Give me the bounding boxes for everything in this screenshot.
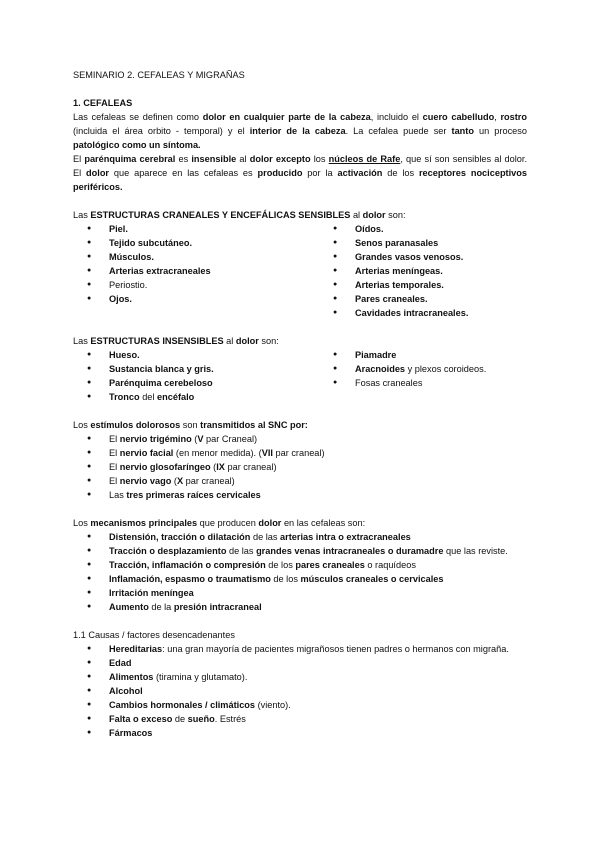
sensitive-structures-lists — [73, 222, 527, 320]
list-item: ● Tracción o desplazamiento de las grandes venas intracraneales o duramadre que las reviste. — [73, 544, 527, 558]
list-item: ● Senos paranasales — [319, 236, 519, 250]
list-item: ● Oídos. — [319, 222, 519, 236]
list-item: ● Distensión, tracción o dilatación de las arterias intra o extracraneales — [73, 530, 527, 544]
list-item: ● Cambios hormonales / climáticos (viento). — [73, 698, 527, 712]
list-item: ● Periostio. — [73, 278, 319, 292]
causes-heading: 1.1 Causas / factores desencadenantes — [73, 630, 235, 640]
sensitive-list-left — [73, 222, 319, 320]
list-item: ● Parénquima cerebeloso — [73, 376, 319, 390]
sensitive-structures-intro: Las ESTRUCTURAS CRANEALES Y ENCEFÁLICAS SENSIBLES al dolor son: — [73, 210, 406, 220]
nerve-list — [73, 432, 527, 502]
list-item: ● El nervio glosofaríngeo (IX par craneal) — [73, 460, 527, 474]
paragraph-parenchyma: El parénquima cerebral es insensible al dolor excepto los núcleos de Rafe, que sí son sensibles al dolor. El dolor que aparece en las cefaleas es producido por la activación de los receptores nociceptivos periféricos. — [73, 154, 527, 192]
list-item: ● El nervio vago (X par craneal) — [73, 474, 527, 488]
insensitive-list-right — [319, 348, 519, 404]
list-item: ● Piel. — [73, 222, 319, 236]
list-item: ● Falta o exceso de sueño. Estrés — [73, 712, 527, 726]
list-item: ● El nervio trigémino (V par Craneal) — [73, 432, 527, 446]
mechanism-list — [73, 530, 527, 614]
list-item: ● Fosas craneales — [319, 376, 519, 390]
insensitive-structures-lists — [73, 348, 527, 404]
paragraph-definition: Las cefaleas se definen como dolor en cualquier parte de la cabeza, incluido el cuero cabelludo, rostro (incluida el área orbito - temporal) y el interior de la cabeza. La cefalea puede ser tanto un proceso patológico como un síntoma. — [73, 112, 527, 150]
list-item: ● Tejido subcutáneo. — [73, 236, 319, 250]
list-item: ● Grandes vasos venosos. — [319, 250, 519, 264]
document-title: SEMINARIO 2. CEFALEAS Y MIGRAÑAS — [73, 70, 245, 80]
list-item: ● Tracción, inflamación o compresión de los pares craneales o raquídeos — [73, 558, 527, 572]
stimuli-intro: Los estímulos dolorosos son transmitidos al SNC por: — [73, 420, 308, 430]
list-item: ● Alimentos (tiramina y glutamato). — [73, 670, 527, 684]
causes-list — [73, 642, 527, 740]
list-item: ● Aracnoides y plexos coroideos. — [319, 362, 519, 376]
list-item: ● Aumento de la presión intracraneal — [73, 600, 527, 614]
list-item: ● Ojos. — [73, 292, 319, 306]
section-heading-cefaleas: 1. CEFALEAS — [73, 98, 133, 108]
list-item: ● Hueso. — [73, 348, 319, 362]
list-item: ● Las tres primeras raíces cervicales — [73, 488, 527, 502]
list-item: ● Arterias temporales. — [319, 278, 519, 292]
list-item: ● Edad — [73, 656, 527, 670]
insensitive-list-left — [73, 348, 319, 404]
list-item: ● El nervio facial (en menor medida). (VII par craneal) — [73, 446, 527, 460]
list-item: ● Músculos. — [73, 250, 319, 264]
list-item: ● Arterias meníngeas. — [319, 264, 519, 278]
list-item: ● Hereditarias: una gran mayoría de pacientes migrañosos tienen padres o hermanos con migraña. — [73, 642, 527, 656]
list-item: ● Arterias extracraneales — [73, 264, 319, 278]
sensitive-list-right — [319, 222, 519, 320]
list-item: ● Alcohol — [73, 684, 527, 698]
list-item: ● Pares craneales. — [319, 292, 519, 306]
list-item: ● Sustancia blanca y gris. — [73, 362, 319, 376]
list-item: ● Piamadre — [319, 348, 519, 362]
mechanisms-intro: Los mecanismos principales que producen dolor en las cefaleas son: — [73, 518, 366, 528]
document-page — [73, 68, 527, 740]
list-item: ● Cavidades intracraneales. — [319, 306, 519, 320]
list-item: ● Tronco del encéfalo — [73, 390, 319, 404]
insensitive-structures-intro: Las ESTRUCTURAS INSENSIBLES al dolor son: — [73, 336, 279, 346]
list-item: ● Fármacos — [73, 726, 527, 740]
list-item: ● Irritación meníngea — [73, 586, 527, 600]
list-item: ● Inflamación, espasmo o traumatismo de los músculos craneales o cervicales — [73, 572, 527, 586]
